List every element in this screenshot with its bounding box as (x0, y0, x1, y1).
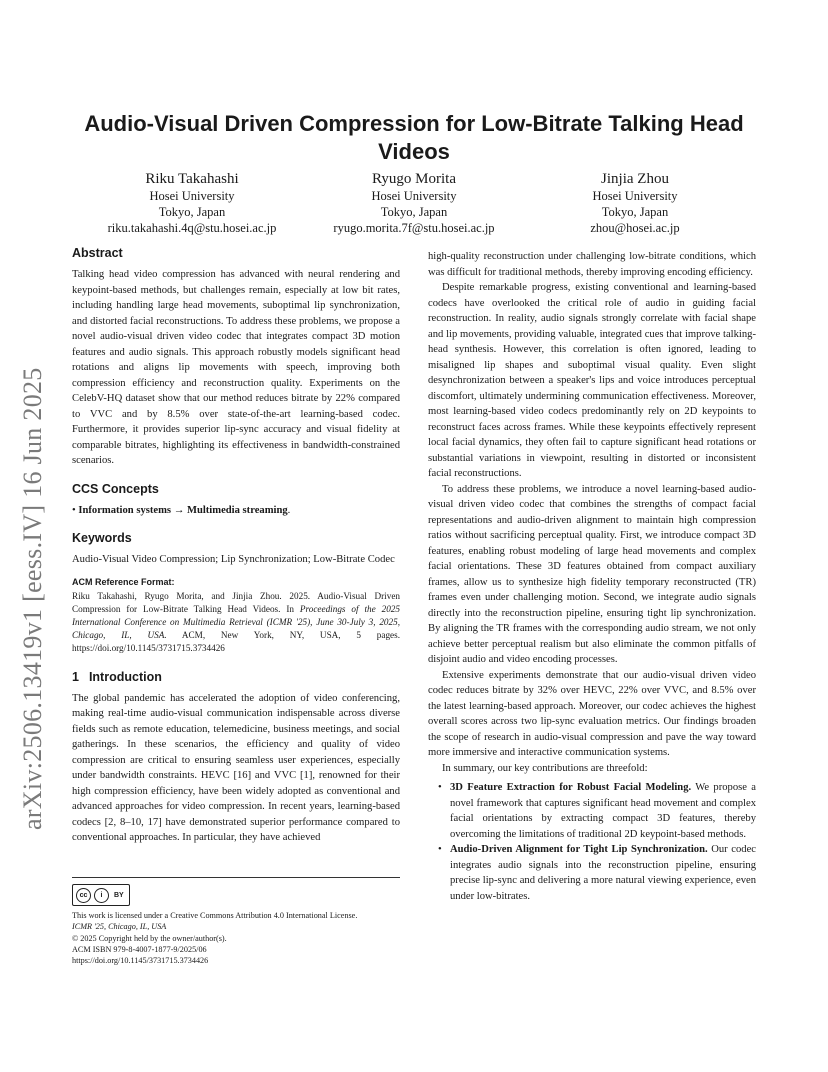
author-location: Tokyo, Japan (380, 205, 448, 219)
author-email[interactable]: zhou@hosei.ac.jp (590, 221, 680, 235)
reference-format-heading: ACM Reference Format: (72, 576, 175, 587)
keywords-heading: Keywords (72, 531, 132, 545)
author-affiliation: Hosei University (592, 189, 678, 203)
license-doi[interactable]: https://doi.org/10.1145/3731715.3734426 (72, 956, 209, 966)
contribution-lead: 3D Feature Extraction for Robust Facial Modeling. (450, 782, 692, 793)
author-block-3 (505, 170, 765, 236)
ccs-item (72, 503, 400, 519)
author-affiliation: Hosei University (371, 189, 457, 203)
by-icon: i (94, 888, 109, 903)
license-venue: ICMR '25, Chicago, IL, USA (72, 922, 167, 932)
reference-text-after: ACM, New York, NY, USA, 5 pages. https://doi.org/10.1145/3731715.3734426 (72, 629, 400, 653)
introduction-heading (72, 669, 400, 685)
title-line-2: Videos (378, 139, 450, 164)
license-copyright: © 2025 Copyright held by the owner/author(s). (72, 933, 227, 943)
abstract-heading: Abstract (72, 246, 123, 260)
contribution-lead: Audio-Driven Alignment for Tight Lip Synchronization. (450, 844, 708, 855)
license-isbn: ACM ISBN 979-8-4007-1877-9/2025/06 (72, 944, 207, 954)
author-location: Tokyo, Japan (601, 205, 669, 219)
ccs-bullet: • (72, 504, 79, 516)
intro-paragraph-4: Extensive experiments demonstrate that our audio-visual driven video codec reduces bitrate by 32% over HEVC, 22% over VVC, and 8.5% over the latest learning-based approach. Moreover, our codec achieves the highest overall scores across two lip-sync evaluation metrics. Our findings broaden the scope of research in audio-visual compression and pave the way toward more immersive and interactive communication systems. (428, 669, 756, 758)
author-name: Riku Takahashi (145, 171, 239, 187)
author-name: Ryugo Morita (372, 171, 456, 187)
contribution-text: Our codec integrates audio signals into the reconstruction pipeline, ensuring precise lip-sync and delivering a more natural viewing experience, even under low-bitrates. (450, 844, 756, 902)
license-statement: This work is licensed under a Creative Commons Attribution 4.0 International License. (72, 911, 358, 920)
title-line-1: Audio-Visual Driven Compression for Low-Bitrate Talking Head (84, 111, 744, 136)
intro-paragraph-1: The global pandemic has accelerated the adoption of video conferencing, making real-time audio-visual communication indispensable across diverse fields such as remote education, telemedicine, business meetings, and social gatherings. In these scenarios, the efficiency and quality of video compression are critical to ensuring seamless user experiences, especially under bandwidth constraints. HEVC [16] and VVC [1], renowned for their high compression efficiency, have been widely adopted as conventional and advanced approaches for video compression. In recent years, learning-based codecs [2, 8–10, 17] have demonstrated superior performance compared to conventional approaches. In particular, they have achieved (72, 692, 400, 843)
license-block (72, 877, 400, 966)
page-title (60, 110, 768, 166)
contributions-list (428, 780, 756, 904)
cc-icon: cc (76, 888, 91, 903)
author-affiliation: Hosei University (149, 189, 235, 203)
intro-paragraph-5: In summary, our key contributions are threefold: (442, 762, 648, 774)
author-email[interactable]: ryugo.morita.7f@stu.hosei.ac.jp (333, 221, 495, 235)
reference-text-italic: Proceedings of the 2025 International Conference on Multimedia Retrieval (ICMR '25), June 30-July 3, 2025, Chicago, IL, USA. (72, 603, 400, 640)
author-email[interactable]: riku.takahashi.4q@stu.hosei.ac.jp (107, 221, 277, 235)
ccs-heading: CCS Concepts (72, 481, 159, 496)
left-column (72, 245, 400, 846)
author-location: Tokyo, Japan (158, 205, 226, 219)
section-number: 1 (72, 669, 79, 684)
ccs-item-end: . (287, 504, 291, 516)
contribution-text: We propose a novel framework that captures significant head movement and complex facial orientations by extracting compact 3D features, thereby overcoming the limitations of traditional 2D keypoint-based methods. (450, 782, 756, 840)
ccs-item-text: Information systems → Multimedia streaming (78, 504, 288, 516)
right-column (428, 249, 756, 904)
abstract-text: Talking head video compression has advanced with neural rendering and keypoint-based methods, but challenges remain, especially at low bit rates, including handling large head movements, suboptimal lip synchronization, and distorted facial reconstructions. To address these problems, we propose a novel audio-visual driven video codec that integrates compact 3D motion features and audio signals. This approach robustly models significant head rotations and aligns lip movements with speech, improving both compression efficiency and reconstruction quality. Experiments on the CelebV-HQ dataset show that our method reduces bitrate by 22% compared to VVC and by 8.5% over state-of-the-art learning-based codec. Furthermore, it provides superior lip-sync accuracy and visual fidelity at comparable bitrates, highlighting its effectiveness in bandwidth-constrained scenarios. (72, 269, 400, 466)
intro-paragraph-2: Despite remarkable progress, existing conventional and learning-based codecs have overlooked the critical role of audio in guiding facial reconstruction. In reality, audio signals strongly correlate with facial shape and lip movements, providing valuable, integrated cues that improve talking-head synthesis. However, this correlation is often ignored, leading to misaligned lip shapes and suboptimal visual quality. Even slight desynchronization between a speaker's lips and voice introduces perceptual discomfort, ultimately undermining communication effectiveness. Moreover, most learning-based video codecs predominantly rely on 2D keypoints to reconstruct faces across frames. While these keypoints effectively represent local facial dynamics, they often fail to capture significant head rotations or substantial variations in viewpoint, resulting in distorted or inconsistent facial reconstructions. (428, 282, 756, 479)
cc-by-icon[interactable] (72, 884, 130, 906)
intro-paragraph-1-continued: high-quality reconstruction under challenging low-bitrate conditions, which was difficult for traditional methods, thereby improving encoding efficiency. (428, 251, 756, 278)
arxiv-stamp: arXiv:2506.13419v1 [eess.IV] 16 Jun 2025 (18, 367, 47, 830)
section-title: Introduction (88, 669, 162, 684)
reference-format-text (72, 590, 400, 655)
author-name: Jinjia Zhou (601, 171, 669, 187)
keywords-text: Audio-Visual Video Compression; Lip Synchronization; Low-Bitrate Codec (72, 554, 395, 565)
by-label: BY (114, 891, 124, 899)
intro-paragraph-3: To address these problems, we introduce a novel learning-based audio-visual driven video codec that combines the strengths of compact facial representations and audio-driven alignment to maintain high compression ratios without sacrificing perceptual quality. First, we introduce compact 3D features, enabling robust modeling of large head movements and complex facial orientations. These 3D features obtained from compact auxiliary frames, allow us to synthesize high fidelity temporary reconstructed (TR) frames even under challenging motion. Second, we integrate audio signals directly into the reconstruction pipeline, ensuring tight lip synchronization. By aligning the TR frames with the corresponding audio stream, we not only achieve better perceptual realism but also eliminate the common pitfalls of disjoint audio and video encoding processes. (428, 483, 756, 665)
author-block-1 (62, 170, 322, 236)
list-item (450, 842, 756, 904)
reference-text-before: Riku Takahashi, Ryugo Morita, and Jinjia Zhou. 2025. Audio-Visual Driven Compression for Low-Bitrate Talking Head Videos. In (72, 590, 400, 614)
list-item (450, 780, 756, 842)
